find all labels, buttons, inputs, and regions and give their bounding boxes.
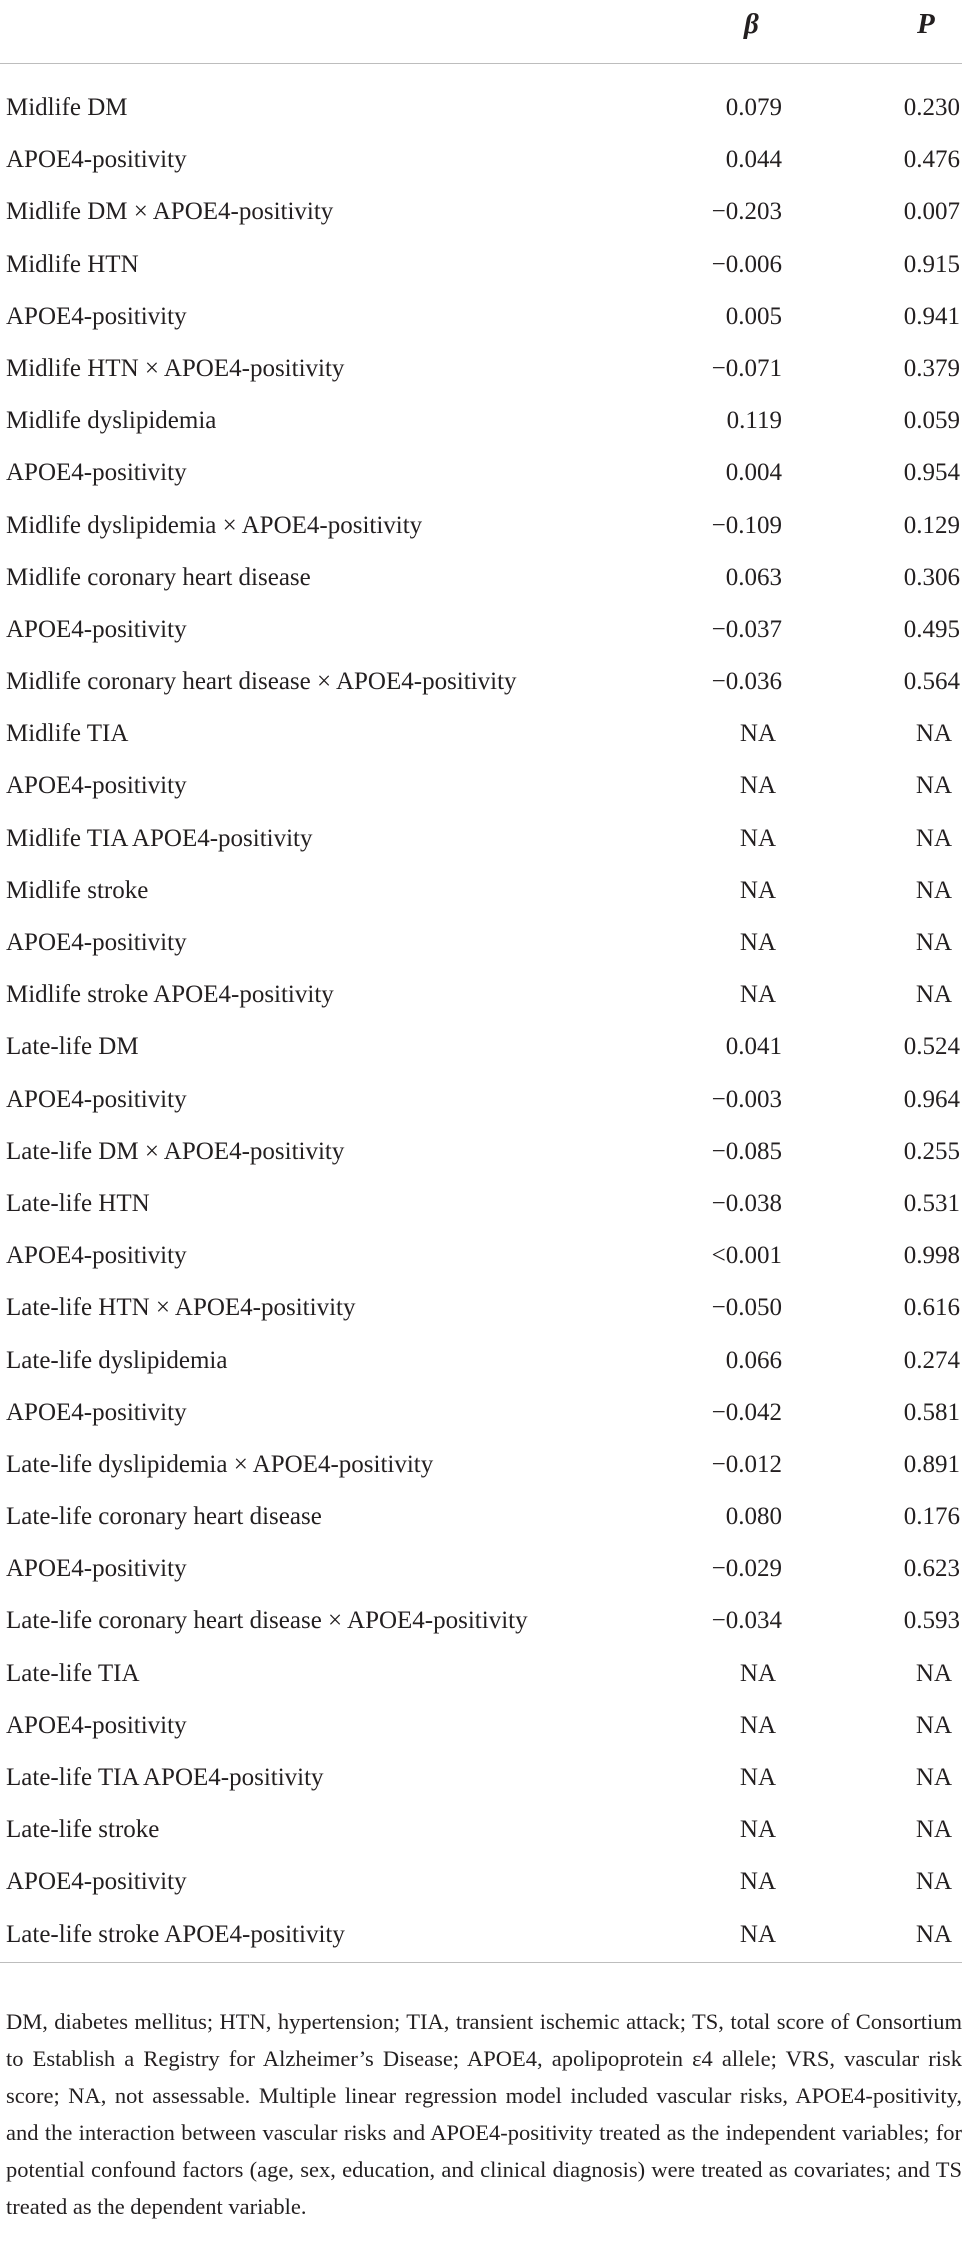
- p-value: NA: [915, 720, 952, 748]
- p-value: 0.941: [903, 302, 960, 330]
- table-row: [0, 1498, 962, 1550]
- beta-value: 0.005: [725, 302, 782, 330]
- table-row: [0, 298, 962, 350]
- table-row: [0, 350, 962, 402]
- table-footnote: DM, diabetes mellitus; HTN, hypertension; TIA, transient ischemic attack; TS, total score of Consortium to Establish a Registry for Alzheimer’s Disease; APOE4, apolipoprotein ε4 allele; VRS, vascular risk score; NA, not assessable. Multiple linear regression model included vascular risks, APOE4-positivity, and the interaction between vascular risks and APOE4-positivity treated as the independent variables; for potential confound factors (age, sex, education, and clinical diagnosis) were treated as covariates; and TS treated as the dependent variable.: [6, 2008, 962, 2219]
- row-label: Late-life DM: [6, 1033, 139, 1061]
- table-row: [0, 976, 962, 1028]
- beta-value: 0.044: [725, 146, 782, 174]
- row-label: Midlife TIA APOE4-positivity: [6, 824, 313, 852]
- row-label: Midlife HTN × APOE4-positivity: [6, 354, 345, 382]
- beta-value: 0.119: [726, 407, 782, 435]
- table-row: [0, 1655, 962, 1707]
- p-value: NA: [915, 824, 952, 852]
- table-row: [0, 1185, 962, 1237]
- table-row: [0, 1237, 962, 1289]
- beta-value: <0.001: [711, 1242, 782, 1270]
- beta-value: 0.080: [725, 1503, 782, 1531]
- p-value: NA: [915, 1868, 952, 1896]
- beta-value: NA: [739, 1711, 776, 1739]
- p-value: 0.129: [903, 511, 960, 539]
- table-row: [0, 507, 962, 559]
- table-row: [0, 1602, 962, 1654]
- row-label: Late-life DM × APOE4-positivity: [6, 1137, 345, 1165]
- beta-value: −0.109: [711, 511, 782, 539]
- p-value: 0.616: [903, 1294, 960, 1322]
- row-label: Midlife dyslipidemia × APOE4-positivity: [6, 511, 423, 539]
- beta-value: −0.085: [711, 1137, 782, 1165]
- table-row: [0, 872, 962, 924]
- beta-value: −0.006: [711, 250, 782, 278]
- table-bottom-rule: [0, 1962, 962, 1963]
- p-value: 0.495: [903, 615, 960, 643]
- p-value: 0.255: [903, 1137, 960, 1165]
- row-label: Midlife stroke: [6, 876, 149, 904]
- row-label: APOE4-positivity: [6, 302, 187, 330]
- p-value: 0.531: [903, 1189, 960, 1217]
- table-row: [0, 1707, 962, 1759]
- beta-value: −0.037: [711, 615, 782, 643]
- row-label: Late-life coronary heart disease: [6, 1503, 322, 1531]
- p-value: 0.564: [903, 668, 960, 696]
- row-label: APOE4-positivity: [6, 929, 187, 956]
- table-row: [0, 1028, 962, 1080]
- table-row: [0, 1394, 962, 1446]
- beta-value: NA: [739, 720, 776, 748]
- p-value: 0.274: [903, 1346, 960, 1374]
- p-value: NA: [915, 1816, 952, 1844]
- p-value: 0.581: [903, 1398, 960, 1426]
- beta-value: −0.071: [711, 354, 782, 382]
- table-row: [0, 246, 962, 298]
- row-label: APOE4-positivity: [6, 1242, 187, 1270]
- beta-value: −0.034: [711, 1607, 782, 1635]
- p-value: 0.954: [903, 459, 960, 487]
- table-row: [0, 1759, 962, 1811]
- p-value: 0.524: [903, 1033, 960, 1061]
- table-row: [0, 1289, 962, 1341]
- table-row: [0, 924, 962, 976]
- row-label: APOE4-positivity: [6, 1555, 187, 1583]
- table-row: [0, 193, 962, 245]
- p-value: 0.176: [903, 1503, 960, 1531]
- row-label: Late-life coronary heart disease × APOE4-positivity: [6, 1607, 528, 1635]
- beta-value: 0.041: [725, 1033, 782, 1061]
- beta-value: −0.042: [711, 1398, 782, 1426]
- row-label: Late-life stroke: [6, 1816, 160, 1844]
- table-body: [0, 64, 962, 1968]
- p-value: NA: [915, 772, 952, 800]
- row-label: APOE4-positivity: [6, 1085, 187, 1113]
- table-row: [0, 767, 962, 819]
- table-row: [0, 820, 962, 872]
- column-header-p: P: [917, 8, 935, 40]
- table-row: [0, 1550, 962, 1602]
- row-label: APOE4-positivity: [6, 615, 187, 643]
- p-value: NA: [915, 1659, 952, 1687]
- p-value: 0.964: [903, 1085, 960, 1113]
- beta-value: NA: [739, 1816, 776, 1844]
- beta-value: −0.050: [711, 1294, 782, 1322]
- table-row: [0, 1863, 962, 1915]
- row-label: Midlife DM × APOE4-positivity: [6, 198, 334, 226]
- row-label: Midlife DM: [6, 94, 128, 121]
- row-label: Late-life HTN: [6, 1189, 150, 1217]
- table-header-row: [0, 0, 962, 64]
- p-value: 0.306: [903, 563, 960, 591]
- p-value: 0.059: [903, 407, 960, 435]
- beta-value: 0.004: [725, 459, 782, 487]
- table-row: [0, 141, 962, 193]
- p-value: 0.379: [903, 354, 960, 382]
- p-value: NA: [915, 1920, 952, 1948]
- row-label: Late-life TIA APOE4-positivity: [6, 1764, 324, 1791]
- table-row: [0, 1916, 962, 1968]
- row-label: APOE4-positivity: [6, 146, 187, 174]
- row-label: Midlife coronary heart disease: [6, 563, 311, 591]
- beta-value: −0.012: [711, 1450, 782, 1478]
- table-row: [0, 454, 962, 506]
- p-value: 0.593: [903, 1607, 960, 1635]
- beta-value: NA: [739, 981, 776, 1009]
- table-row: [0, 1811, 962, 1863]
- beta-value: NA: [739, 772, 776, 800]
- table-row: [0, 402, 962, 454]
- row-label: APOE4-positivity: [6, 1868, 187, 1896]
- p-value: 0.915: [903, 250, 960, 278]
- row-label: Late-life TIA: [6, 1659, 140, 1687]
- table-row: [0, 715, 962, 767]
- table-row: [0, 559, 962, 611]
- row-label: Midlife dyslipidemia: [6, 407, 217, 435]
- beta-value: NA: [739, 1868, 776, 1896]
- table-row: [0, 1342, 962, 1394]
- beta-value: −0.038: [711, 1189, 782, 1217]
- beta-value: 0.063: [725, 563, 782, 591]
- beta-value: NA: [739, 1764, 776, 1791]
- p-value: 0.998: [903, 1242, 960, 1270]
- p-value: 0.623: [903, 1555, 960, 1583]
- row-label: Late-life stroke APOE4-positivity: [6, 1920, 345, 1948]
- row-label: Midlife TIA: [6, 720, 129, 748]
- row-label: Late-life HTN × APOE4-positivity: [6, 1294, 356, 1322]
- row-label: Midlife coronary heart disease × APOE4-positivity: [6, 668, 517, 696]
- beta-value: 0.079: [725, 94, 782, 121]
- beta-value: NA: [739, 1659, 776, 1687]
- row-label: Midlife stroke APOE4-positivity: [6, 981, 334, 1009]
- beta-value: −0.029: [711, 1555, 782, 1583]
- p-value: NA: [915, 929, 952, 956]
- row-label: APOE4-positivity: [6, 1398, 187, 1426]
- p-value: 0.007: [903, 198, 960, 226]
- p-value: 0.476: [903, 146, 960, 174]
- table-row: [0, 89, 962, 141]
- p-value: NA: [915, 1711, 952, 1739]
- row-label: APOE4-positivity: [6, 772, 187, 800]
- p-value: 0.230: [903, 94, 960, 121]
- p-value: NA: [915, 1764, 952, 1791]
- p-value: 0.891: [903, 1450, 960, 1478]
- table-row: [0, 1446, 962, 1498]
- column-header-beta: β: [744, 8, 759, 40]
- beta-value: NA: [739, 1920, 776, 1948]
- p-value: NA: [915, 981, 952, 1009]
- row-label: Late-life dyslipidemia × APOE4-positivity: [6, 1450, 434, 1478]
- table-row: [0, 1133, 962, 1185]
- row-label: APOE4-positivity: [6, 459, 187, 487]
- beta-value: −0.203: [711, 198, 782, 226]
- table-row: [0, 611, 962, 663]
- row-label: Midlife HTN: [6, 250, 139, 278]
- beta-value: −0.003: [711, 1085, 782, 1113]
- beta-value: NA: [739, 876, 776, 904]
- row-label: APOE4-positivity: [6, 1711, 187, 1739]
- beta-value: −0.036: [711, 668, 782, 696]
- table-row: [0, 663, 962, 715]
- beta-value: NA: [739, 824, 776, 852]
- beta-value: NA: [739, 929, 776, 956]
- row-label: Late-life dyslipidemia: [6, 1346, 228, 1374]
- beta-value: 0.066: [725, 1346, 782, 1374]
- p-value: NA: [915, 876, 952, 904]
- table-row: [0, 1081, 962, 1133]
